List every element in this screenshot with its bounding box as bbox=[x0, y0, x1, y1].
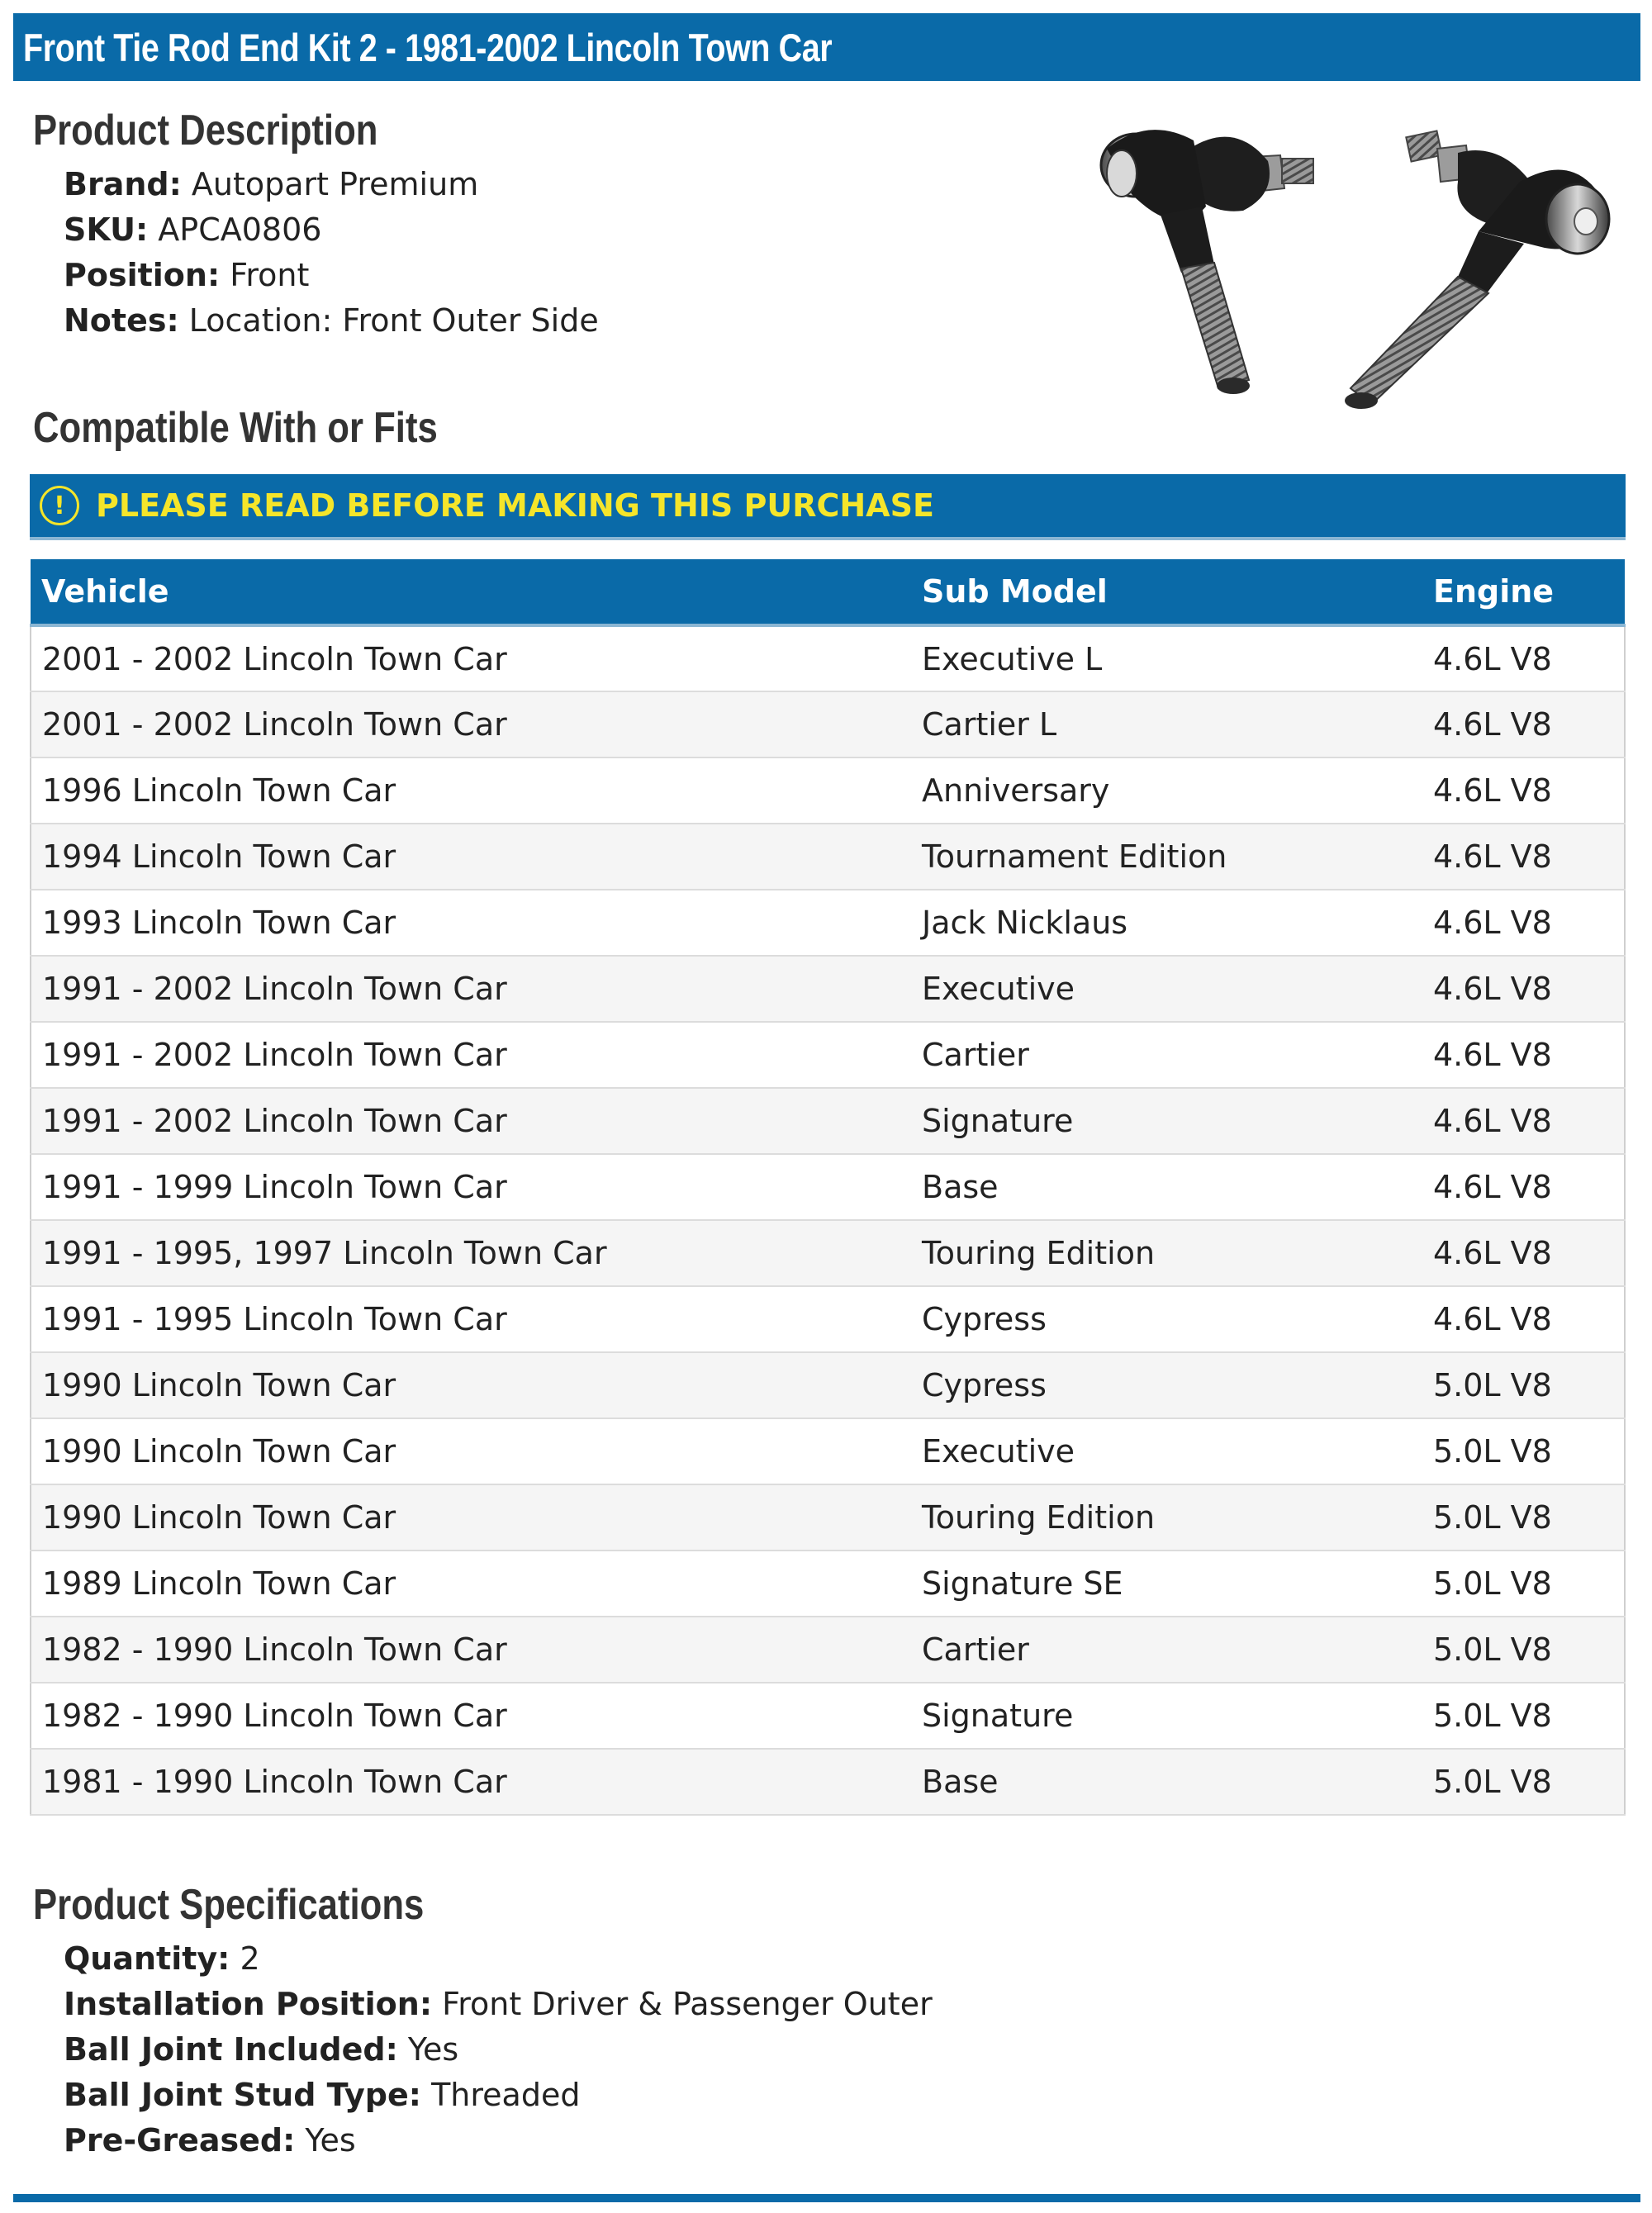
product-specifications-heading: Product Specifications bbox=[33, 1881, 425, 1929]
sub-model-cell: Anniversary bbox=[911, 757, 1422, 824]
sub-model-cell: Signature bbox=[911, 1088, 1422, 1154]
field-value: Yes bbox=[407, 2031, 459, 2068]
vehicle-cell: 1991 - 1995, 1997 Lincoln Town Car bbox=[31, 1220, 911, 1286]
field-key: Brand: bbox=[64, 166, 182, 202]
vehicle-cell: 1994 Lincoln Town Car bbox=[31, 824, 911, 890]
installation-position-field bbox=[64, 1982, 933, 2027]
sub-model-cell: Signature SE bbox=[911, 1551, 1422, 1617]
compatible-heading: Compatible With or Fits bbox=[33, 404, 438, 452]
vehicle-cell: 1982 - 1990 Lincoln Town Car bbox=[31, 1617, 911, 1683]
sub-model-cell: Cypress bbox=[911, 1286, 1422, 1352]
fitment-table bbox=[30, 559, 1626, 1816]
vehicle-cell: 1990 Lincoln Town Car bbox=[31, 1352, 911, 1418]
sub-model-cell: Executive bbox=[911, 956, 1422, 1022]
engine-cell: 5.0L V8 bbox=[1422, 1683, 1625, 1749]
sub-model-cell: Cypress bbox=[911, 1352, 1422, 1418]
engine-cell: 5.0L V8 bbox=[1422, 1749, 1625, 1815]
column-header-sub-model: Sub Model bbox=[911, 559, 1422, 625]
field-value: APCA0806 bbox=[158, 211, 322, 248]
field-value: Location: Front Outer Side bbox=[188, 302, 599, 339]
table-row bbox=[31, 1484, 1625, 1551]
table-row bbox=[31, 824, 1625, 890]
field-key: Ball Joint Stud Type: bbox=[64, 2077, 421, 2113]
sub-model-cell: Base bbox=[911, 1154, 1422, 1220]
table-row bbox=[31, 691, 1625, 757]
field-key: SKU: bbox=[64, 211, 149, 248]
engine-cell: 4.6L V8 bbox=[1422, 956, 1625, 1022]
bottom-divider bbox=[13, 2194, 1640, 2202]
vehicle-cell: 1981 - 1990 Lincoln Town Car bbox=[31, 1749, 911, 1815]
vehicle-cell: 1982 - 1990 Lincoln Town Car bbox=[31, 1683, 911, 1749]
sku-field bbox=[64, 207, 321, 253]
engine-cell: 5.0L V8 bbox=[1422, 1352, 1625, 1418]
table-row bbox=[31, 625, 1625, 691]
engine-cell: 5.0L V8 bbox=[1422, 1418, 1625, 1484]
pre-greased-field bbox=[64, 2118, 356, 2163]
table-row bbox=[31, 1220, 1625, 1286]
sub-model-cell: Touring Edition bbox=[911, 1484, 1422, 1551]
table-row bbox=[31, 956, 1625, 1022]
vehicle-cell: 2001 - 2002 Lincoln Town Car bbox=[31, 625, 911, 691]
field-value: Front Driver & Passenger Outer bbox=[442, 1986, 933, 2022]
notice-text: PLEASE READ BEFORE MAKING THIS PURCHASE bbox=[96, 487, 934, 524]
vehicle-cell: 1991 - 1995 Lincoln Town Car bbox=[31, 1286, 911, 1352]
table-row bbox=[31, 1154, 1625, 1220]
field-value: Threaded bbox=[431, 2077, 581, 2113]
table-row bbox=[31, 1617, 1625, 1683]
field-key: Position: bbox=[64, 257, 221, 293]
brand-field bbox=[64, 162, 478, 207]
engine-cell: 4.6L V8 bbox=[1422, 1220, 1625, 1286]
engine-cell: 4.6L V8 bbox=[1422, 625, 1625, 691]
engine-cell: 4.6L V8 bbox=[1422, 1088, 1625, 1154]
left-tie-rod-end bbox=[1101, 130, 1313, 394]
table-row bbox=[31, 1352, 1625, 1418]
vehicle-cell: 1991 - 2002 Lincoln Town Car bbox=[31, 956, 911, 1022]
ball-joint-stud-type-field bbox=[64, 2073, 580, 2118]
table-row bbox=[31, 757, 1625, 824]
field-key: Installation Position: bbox=[64, 1986, 433, 2022]
position-field bbox=[64, 253, 309, 298]
vehicle-cell: 1993 Lincoln Town Car bbox=[31, 890, 911, 956]
ball-joint-included-field bbox=[64, 2027, 458, 2073]
engine-cell: 4.6L V8 bbox=[1422, 691, 1625, 757]
engine-cell: 4.6L V8 bbox=[1422, 757, 1625, 824]
sub-model-cell: Cartier L bbox=[911, 691, 1422, 757]
engine-cell: 4.6L V8 bbox=[1422, 1022, 1625, 1088]
vehicle-cell: 1989 Lincoln Town Car bbox=[31, 1551, 911, 1617]
exclamation-circle-icon: ! bbox=[40, 486, 79, 525]
vehicle-cell: 1991 - 1999 Lincoln Town Car bbox=[31, 1154, 911, 1220]
table-row bbox=[31, 1418, 1625, 1484]
engine-cell: 5.0L V8 bbox=[1422, 1617, 1625, 1683]
sub-model-cell: Cartier bbox=[911, 1617, 1422, 1683]
engine-cell: 5.0L V8 bbox=[1422, 1551, 1625, 1617]
sub-model-cell: Touring Edition bbox=[911, 1220, 1422, 1286]
field-value: Autopart Premium bbox=[191, 166, 479, 202]
table-row bbox=[31, 1286, 1625, 1352]
product-description-heading: Product Description bbox=[33, 107, 378, 154]
quantity-field bbox=[64, 1936, 260, 1982]
field-key: Ball Joint Included: bbox=[64, 2031, 398, 2068]
page-title: Front Tie Rod End Kit 2 - 1981-2002 Lincoln Town Car bbox=[23, 25, 833, 69]
sub-model-cell: Cartier bbox=[911, 1022, 1422, 1088]
field-key: Notes: bbox=[64, 302, 179, 339]
sub-model-cell: Executive L bbox=[911, 625, 1422, 691]
table-row bbox=[31, 1683, 1625, 1749]
vehicle-cell: 1991 - 2002 Lincoln Town Car bbox=[31, 1088, 911, 1154]
column-header-vehicle: Vehicle bbox=[31, 559, 911, 625]
purchase-notice bbox=[30, 474, 1626, 540]
column-header-engine: Engine bbox=[1422, 559, 1625, 625]
field-value: Yes bbox=[305, 2122, 356, 2158]
table-row bbox=[31, 1022, 1625, 1088]
tie-rod-end-image bbox=[1090, 116, 1619, 438]
field-key: Pre-Greased: bbox=[64, 2122, 296, 2158]
table-header-row bbox=[31, 559, 1625, 625]
vehicle-cell: 1990 Lincoln Town Car bbox=[31, 1418, 911, 1484]
title-bar bbox=[13, 13, 1640, 81]
vehicle-cell: 1996 Lincoln Town Car bbox=[31, 757, 911, 824]
table-row bbox=[31, 1551, 1625, 1617]
sub-model-cell: Jack Nicklaus bbox=[911, 890, 1422, 956]
table-row bbox=[31, 1088, 1625, 1154]
field-value: 2 bbox=[240, 1940, 260, 1977]
sub-model-cell: Signature bbox=[911, 1683, 1422, 1749]
sub-model-cell: Base bbox=[911, 1749, 1422, 1815]
vehicle-cell: 1991 - 2002 Lincoln Town Car bbox=[31, 1022, 911, 1088]
right-tie-rod-end bbox=[1345, 131, 1609, 409]
engine-cell: 4.6L V8 bbox=[1422, 890, 1625, 956]
table-row bbox=[31, 1749, 1625, 1815]
engine-cell: 4.6L V8 bbox=[1422, 824, 1625, 890]
engine-cell: 4.6L V8 bbox=[1422, 1286, 1625, 1352]
notes-field bbox=[64, 298, 599, 344]
engine-cell: 4.6L V8 bbox=[1422, 1154, 1625, 1220]
field-value: Front bbox=[230, 257, 310, 293]
field-key: Quantity: bbox=[64, 1940, 230, 1977]
table-row bbox=[31, 890, 1625, 956]
engine-cell: 5.0L V8 bbox=[1422, 1484, 1625, 1551]
vehicle-cell: 1990 Lincoln Town Car bbox=[31, 1484, 911, 1551]
vehicle-cell: 2001 - 2002 Lincoln Town Car bbox=[31, 691, 911, 757]
sub-model-cell: Executive bbox=[911, 1418, 1422, 1484]
sub-model-cell: Tournament Edition bbox=[911, 824, 1422, 890]
